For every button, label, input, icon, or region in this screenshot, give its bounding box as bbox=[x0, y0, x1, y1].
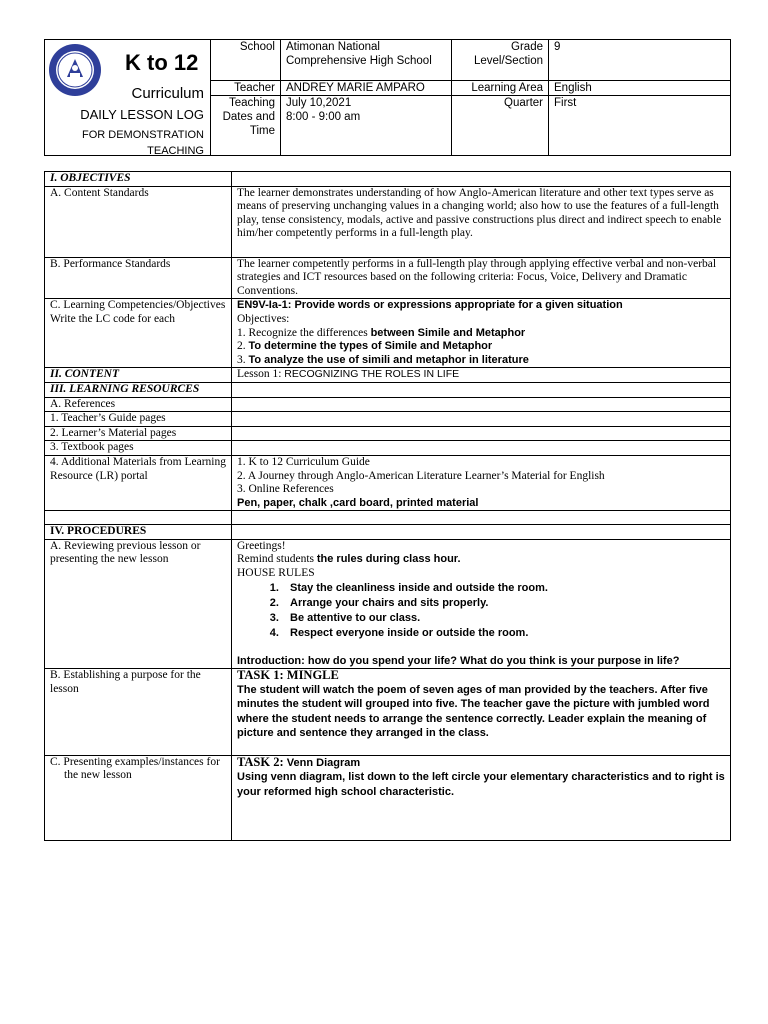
list-item: 2. Arrange your chairs and sits properly. bbox=[282, 596, 725, 611]
lesson-prefix: Lesson 1: bbox=[237, 368, 285, 381]
material-1: 1. K to 12 Curriculum Guide bbox=[237, 455, 370, 468]
textbook-pages-blank bbox=[232, 441, 731, 456]
curriculum-title: Curriculum bbox=[131, 85, 204, 102]
grade-label: Grade Level/Section bbox=[452, 40, 549, 81]
objective-1-part-b: between Simile and Metaphor bbox=[370, 326, 526, 339]
reviewing-text bbox=[232, 539, 731, 668]
learning-competencies-label: C. Learning Competencies/Objectives Write the LC code for each bbox=[45, 299, 232, 368]
dates-value bbox=[281, 96, 452, 156]
teacher-value: ANDREY MARIE AMPARO bbox=[281, 81, 452, 96]
house-rules-heading: HOUSE RULES bbox=[237, 567, 315, 580]
objectives-heading-blank bbox=[232, 172, 731, 187]
content-standards-text: The learner demonstrates understanding of how Anglo-American literature and other text types serve as means of preserving unchanging values in a changing world; also how to use the features of a full-length play, tense consistency, modals, active and passive constructions plus direct and indirect speech to enable him/her competently performs in a full-length play. bbox=[232, 186, 731, 257]
material-2: 2. A Journey through Anglo-American Literature Learner’s Material for English bbox=[237, 469, 605, 482]
dates-label: Teaching Dates and Time bbox=[211, 96, 281, 156]
objective-2 bbox=[237, 340, 725, 354]
task-2-name: Venn Diagram bbox=[286, 756, 361, 769]
spacer-row-left bbox=[45, 511, 232, 525]
textbook-pages-label: 3. Textbook pages bbox=[45, 441, 232, 456]
learning-area-label: Learning Area bbox=[452, 81, 549, 96]
performance-standards-text: The learner competently performs in a full-length play through applying effective verbal and non-verbal strategies and ICT resources based on the following criteria: Focus, Voice, Delivery and Dramatic Conventions. bbox=[232, 257, 731, 299]
remind-part-b: the rules during class hour. bbox=[316, 553, 461, 566]
task-2-title bbox=[237, 756, 725, 771]
introduction: Introduction: how do you spend your life? What do you think is your purpose in life? bbox=[237, 654, 680, 667]
objectives-subheading: Objectives: bbox=[237, 312, 290, 325]
remind-part-a: Remind students bbox=[237, 553, 317, 566]
presenting-examples-label bbox=[45, 755, 232, 840]
learning-area-value: English bbox=[549, 81, 731, 96]
task-1-title: TASK 1: MINGLE bbox=[237, 668, 339, 683]
procedures-heading-blank bbox=[232, 525, 731, 540]
house-rules-list bbox=[237, 581, 725, 641]
header-table bbox=[44, 39, 731, 156]
presenting-label-line-2: the new lesson bbox=[64, 769, 132, 782]
title-block bbox=[45, 40, 211, 156]
spacer-row-right bbox=[232, 511, 731, 525]
procedures-heading: IV. PROCEDURES bbox=[45, 525, 232, 540]
objective-2-part-a: 2. bbox=[237, 340, 249, 353]
objective-3-part-a: 3. bbox=[237, 353, 249, 366]
for-demonstration-title: FOR DEMONSTRATION bbox=[81, 129, 204, 141]
quarter-label: Quarter bbox=[452, 96, 549, 156]
objective-3-part-b: To analyze the use of simili and metaphor in literature bbox=[248, 353, 529, 366]
lesson-name: RECOGNIZING THE ROLES IN LIFE bbox=[284, 368, 460, 381]
lesson-title bbox=[232, 368, 731, 383]
task-2-text: Using venn diagram, list down to the left circle your elementary characteristics and to right is your reformed high school characteristic. bbox=[237, 771, 725, 798]
list-item: 4. Respect everyone inside or outside the room. bbox=[282, 626, 725, 641]
presenting-examples-text bbox=[232, 755, 731, 840]
teaching-title: TEACHING bbox=[147, 145, 204, 157]
date-text: July 10,2021 bbox=[286, 97, 352, 109]
grade-value: 9 bbox=[549, 40, 731, 81]
teachers-guide-blank bbox=[232, 412, 731, 427]
learners-material-blank bbox=[232, 426, 731, 441]
references-blank bbox=[232, 397, 731, 412]
list-item: 3. Be attentive to our class. bbox=[282, 611, 725, 626]
quarter-value: First bbox=[549, 96, 731, 156]
learners-material-label: 2. Learner’s Material pages bbox=[45, 426, 232, 441]
school-label: School bbox=[211, 40, 281, 81]
learning-resources-blank bbox=[232, 382, 731, 397]
objectives-heading: I. OBJECTIVES bbox=[45, 172, 232, 187]
objective-2-part-b: To determine the types of Simile and Metaphor bbox=[248, 340, 493, 353]
lc-code: EN9V-Ia-1: Provide words or expressions appropriate for a given situation bbox=[237, 299, 623, 312]
additional-materials-label: 4. Additional Materials from Learning Resource (LR) portal bbox=[45, 455, 232, 510]
learning-competencies-text bbox=[232, 299, 731, 368]
establishing-purpose-text bbox=[232, 669, 731, 756]
material-3: 3. Online References bbox=[237, 483, 334, 496]
content-heading: II. CONTENT bbox=[45, 368, 232, 383]
lesson-table bbox=[44, 171, 731, 841]
daily-lesson-log-title: DAILY LESSON LOG bbox=[80, 107, 204, 122]
k12-title: K to 12 bbox=[125, 50, 199, 75]
list-item: 1. Stay the cleanliness inside and outside the room. bbox=[282, 581, 725, 596]
objective-1-part-a: 1. Recognize the differences bbox=[237, 326, 371, 339]
deped-seal-icon bbox=[48, 43, 102, 97]
task-1-text: The student will watch the poem of seven ages of man provided by the teachers. After five minutes the student will grouped into five. The teacher gave the picture with jumbled word where the student needs to arrange the sentence correctly. Leader explain the meaning of picture and sentence they arranged in the class. bbox=[237, 683, 710, 740]
presenting-label-line-1: C. Presenting examples/instances for bbox=[50, 755, 220, 768]
teacher-label: Teacher bbox=[211, 81, 281, 96]
school-value: Atimonan National Comprehensive High School bbox=[281, 40, 452, 81]
remind-students bbox=[237, 553, 725, 567]
material-4: Pen, paper, chalk ,card board, printed material bbox=[237, 496, 479, 509]
performance-standards-label: B. Performance Standards bbox=[45, 257, 232, 299]
additional-materials-text bbox=[232, 455, 731, 510]
teachers-guide-label: 1. Teacher’s Guide pages bbox=[45, 412, 232, 427]
time-text: 8:00 - 9:00 am bbox=[286, 111, 361, 123]
objective-3 bbox=[237, 354, 725, 368]
learning-resources-heading: III. LEARNING RESOURCES bbox=[45, 382, 232, 397]
references-label: A. References bbox=[45, 397, 232, 412]
greetings: Greetings! bbox=[237, 539, 286, 552]
objective-1 bbox=[237, 327, 725, 341]
establishing-purpose-label: B. Establishing a purpose for the lesson bbox=[45, 669, 232, 756]
content-standards-label: A. Content Standards bbox=[45, 186, 232, 257]
task-2-prefix: TASK 2: bbox=[237, 754, 287, 769]
reviewing-label: A. Reviewing previous lesson or presenting the new lesson bbox=[45, 539, 232, 668]
